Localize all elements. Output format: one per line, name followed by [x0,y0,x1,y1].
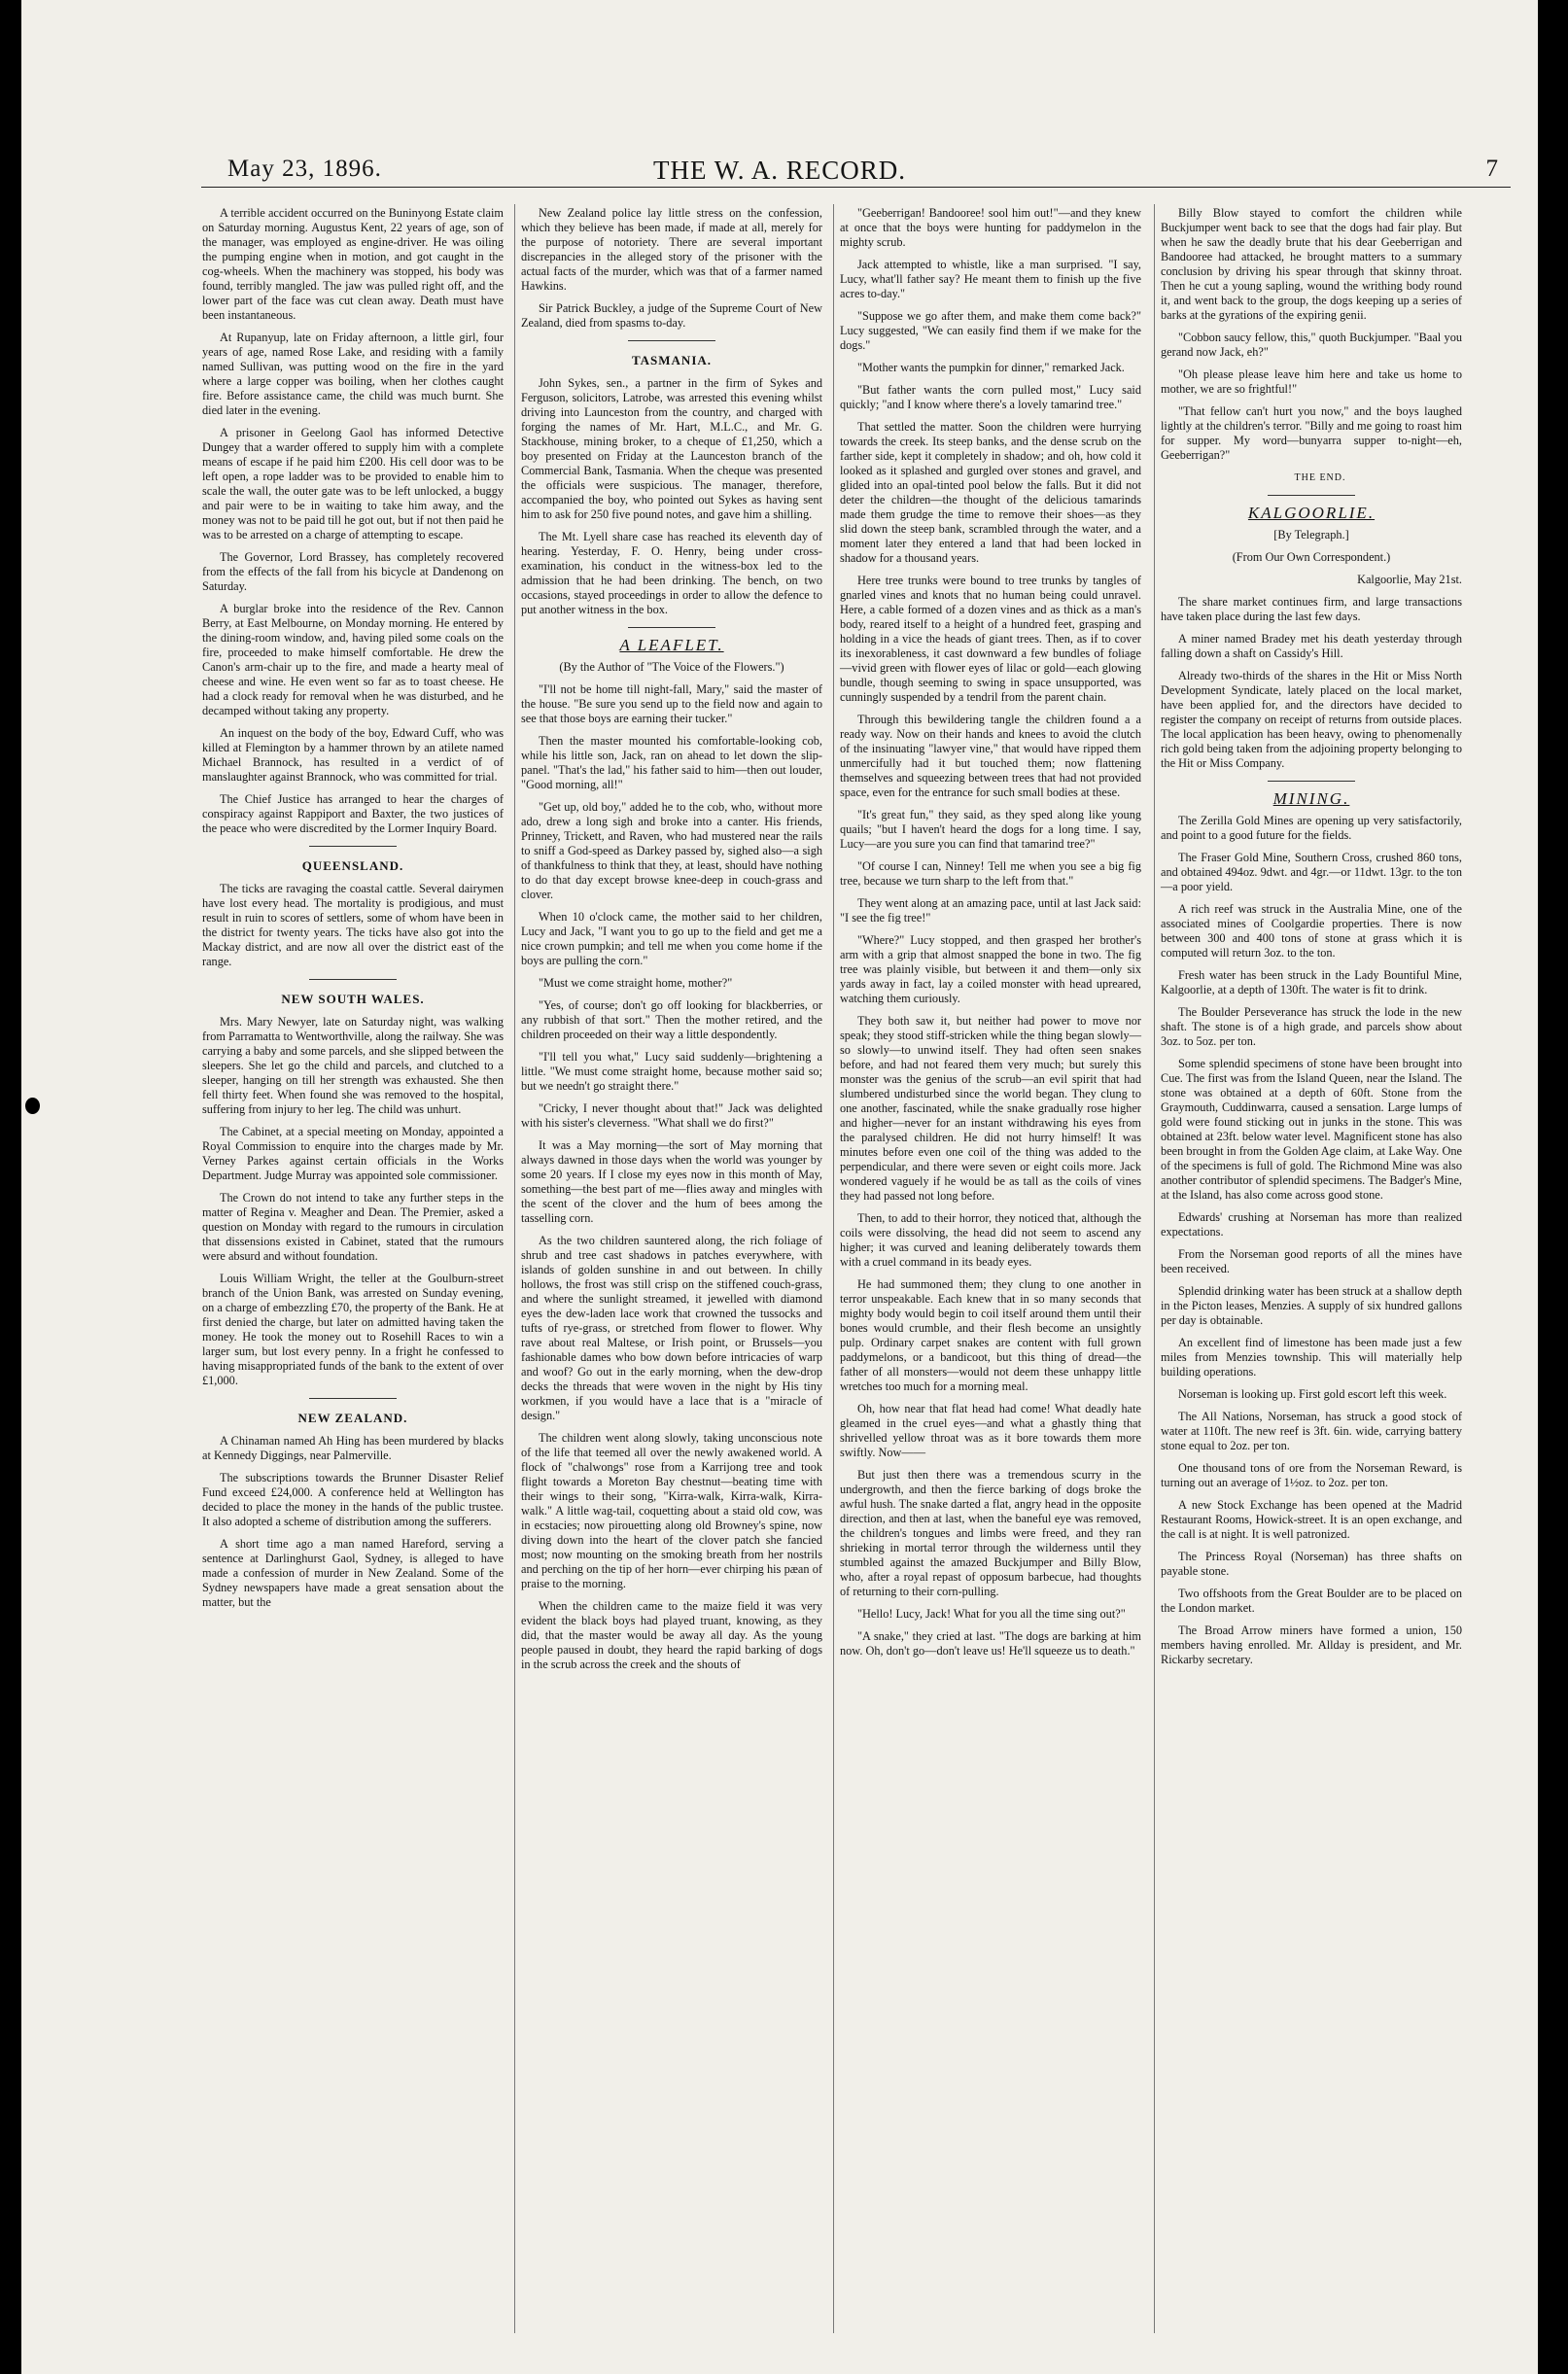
story-paragraph: Then, to add to their horror, they noticed that, although the coils were dissolving, the head did not seem to ascend any higher; it was curved and leaning deliberately towards them with a cruel command in its beady eyes. [840,1211,1141,1269]
story-paragraph: "It's great fun," they said, as they sped along like young quails; "but I haven't heard the dogs for a long time. I say, Lucy—are you sure you can find that tamarind tree?" [840,808,1141,851]
story-paragraph: "But father wants the corn pulled most," Lucy said quickly; "and I know where there's a lovely tamarind tree." [840,383,1141,411]
section-divider [1268,495,1355,496]
column-1 [202,206,504,1618]
story-paragraph: "I'll tell you what," Lucy said suddenly—brightening a little. "We must come straight home, because mother said so; but we needn't go straight there." [521,1050,822,1093]
article-paragraph: New Zealand police lay little stress on the confession, which they believe has been made, if made at all, merely for the purpose of notoriety. There are several important discrepancies in the alleged story of the prisoner with the actual facts of the murder, which was that of a farmer named Hawkins. [521,206,822,293]
article-paragraph: Already two-thirds of the shares in the Hit or Miss North Development Syndicate, lately placed on the local market, have been applied for, and the directors have decided to register the company on receipt of returns from outside places. The local application has been heavy, owing to phenomenally rich gold being taken from the adjoining property belonging to the Hit or Miss Company. [1161,669,1462,770]
story-paragraph: Here tree trunks were bound to tree trunks by tangles of gnarled vines and knots that no human being could unravel. Here, a cable formed of a dozen vines and as thick as a man's body, reared itself to a height of a hundred feet, grasping and holding in a vice the heads of giant trees. Then, as if to cover its inexorableness, it cast downward a few bundles of foliage—vivid green with flower eyes of lilac or gold—each glowing bundle, though seeming to swing in space unsupported, was cunningly suspended by a tendril from the parent chain. [840,574,1141,704]
section-divider [628,627,715,628]
column-2 [521,206,822,1680]
section-heading-nsw: NEW SOUTH WALES. [281,992,425,1006]
article-paragraph: A terrible accident occurred on the Buninyong Estate claim on Saturday morning. Augustus Kent, 22 years of age, son of the manager, was employed as engine-driver. He was oiling the pumping engine when in motion, and got caught in the cog-wheels. When the machinery was stopped, his body was found, terribly mangled. The jaw was pulled right off, and the lower part of the face was cut clean away. Death must have been instantaneous. [202,206,504,322]
story-paragraph: Billy Blow stayed to comfort the children while Buckjumper went back to see that the dogs had fair play. But when he saw the deadly brute that his dear Geeberrigan and Bandooree had attacked, he brought matters to a summary conclusion by driving his spear through that skinny throat. Then he cut a young sapling, wound the writhing body round it, and went back to the group, the dogs keeping up a series of barks at the gyrations of the expiring genii. [1161,206,1462,322]
article-paragraph: The Crown do not intend to take any further steps in the matter of Regina v. Meagher and Dean. The Premier, asked a question on Monday with regard to the rumours in circulation that dissensions existed in Cabinet, stated that the rumours were absurd and without foundation. [202,1191,504,1263]
story-paragraph: "Cricky, I never thought about that!" Jack was delighted with his sister's cleverness. "What shall we do first?" [521,1101,822,1130]
article-paragraph: The Chief Justice has arranged to hear the charges of conspiracy against Rappiport and Baxter, the two justices of the peace who were discredited by the Lormer Inquiry Board. [202,792,504,835]
article-paragraph: Norseman is looking up. First gold escort left this week. [1178,1387,1447,1401]
story-paragraph: Through this bewildering tangle the children found a a ready way. Now on their hands and knees to avoid the clutch of the insinuating "lawyer vine," that would have ripped them unmercifully had it but touched them; now flattening themselves and squeezing between trees that had not provided space, even for the entrance for such small bodies at these. [840,713,1141,799]
article-paragraph: At Rupanyup, late on Friday afternoon, a little girl, four years of age, named Rose Lake, and residing with a family named Sullivan, was putting wood on the fire in the yard where a large copper was boiling, when her clothes caught fire. Before assistance came, the child was much burnt. She died later in the evening. [202,331,504,417]
dateline: Kalgoorlie, May 21st. [1357,573,1462,586]
article-paragraph: The Cabinet, at a special meeting on Monday, appointed a Royal Commission to enquire into the charges made by Mr. Verney Parkes against certain officials in the Works Department. Judge Murray was appointed sole commissioner. [202,1125,504,1182]
article-paragraph: A short time ago a man named Hareford, serving a sentence at Darlinghurst Gaol, Sydney, is alleged to have made a confession of murder in New Zealand. Some of the Sydney newspapers have made a great sensation about the matter, but the [202,1537,504,1609]
story-paragraph: "Hello! Lucy, Jack! What for you all the time sing out?" [857,1607,1126,1621]
article-paragraph: The Boulder Perseverance has struck the lode in the new shaft. The stone is of a high grade, and parcels show about 3oz. to 5oz. per ton. [1161,1005,1462,1048]
section-divider [1268,781,1355,782]
article-paragraph: Fresh water has been struck in the Lady Bountiful Mine, Kalgoorlie, at a depth of 130ft. The water is fit to drink. [1161,968,1462,996]
column-rule [1154,204,1155,2333]
article-paragraph: Splendid drinking water has been struck at a shallow depth in the Picton leases, Menzies. A supply of six hundred gallons per day is obtainable. [1161,1284,1462,1327]
section-heading-mining: MINING. [1272,789,1350,808]
section-heading-new-zealand: NEW ZEALAND. [297,1411,408,1425]
issue-date: May 23, 1896. [227,156,382,182]
section-divider [309,1398,397,1399]
story-paragraph: Jack attempted to whistle, like a man surprised. "I say, Lucy, what'll father say? He meant them to finish up the five acres to-day." [840,258,1141,300]
header-rule [201,187,1511,188]
article-paragraph: From the Norseman good reports of all the mines have been received. [1161,1247,1462,1275]
story-paragraph: "Suppose we go after them, and make them come back?" Lucy suggested, "We can easily find them if we make for the dogs." [840,309,1141,352]
article-paragraph: Some splendid specimens of stone have been brought into Cue. The first was from the Island Queen, near the Island. The stone was obtained at a depth of 60ft. Stone from the Graymouth, Cuddinwarra, caused a sensation. Large lumps of gold were found sticking out in junks in the stone. This was obtained at 23ft. below water level. Magnificent stone has also been brought in from the Golden Age claim, at Lake Way. One of the specimens is full of gold. The Richmond Mine was also another contributor of splendid specimens. The Badger's Mine, at the Island, has also come across good stone. [1161,1057,1462,1202]
section-heading-tasmania: TASMANIA. [631,353,713,367]
article-paragraph: One thousand tons of ore from the Norseman Reward, is turning out an average of 1½oz. to 2oz. per ton. [1161,1461,1462,1489]
story-title: A LEAFLET. [619,636,724,654]
story-paragraph: "That fellow can't hurt you now," and the boys laughed lightly at the children's terror. "Billy and me going to roast him for supper. My word—bunyarra supper to-night—eh, Geeberrigan?" [1161,404,1462,462]
column-rule [514,204,515,2333]
story-paragraph: When the children came to the maize field it was very evident the black boys had played truant, knowing, as they did, that the master would be away all day. As the young people paused in doubt, they heard the rapid barking of dogs in the scrub across the creek and the shouts of [521,1599,822,1671]
article-paragraph: An excellent find of limestone has been made just a few miles from Menzies township. This will materially help building operations. [1161,1336,1462,1379]
section-divider [309,979,397,980]
article-paragraph: The Mt. Lyell share case has reached its eleventh day of hearing. Yesterday, F. O. Henry, being under cross-examination, his conduct in the witness-box led to the admission that he had been drinking. The bench, on two occasions, stayed proceedings in order to allow the defence to put another witness in the box. [521,530,822,616]
story-paragraph: They went along at an amazing pace, until at last Jack said: "I see the fig tree!" [840,896,1141,925]
masthead-title: THE W. A. RECORD. [652,156,907,185]
article-paragraph: A new Stock Exchange has been opened at the Madrid Restaurant Rooms, Howick-street. It is an open exchange, and the call is at night. It is well patronized. [1161,1498,1462,1541]
story-paragraph: When 10 o'clock came, the mother said to her children, Lucy and Jack, "I want you to go up to the field and get me a nice crown pumpkin; and tell me when you come home if the boys are pulling the corn." [521,910,822,967]
article-paragraph: John Sykes, sen., a partner in the firm of Sykes and Ferguson, solicitors, Latrobe, was arrested this evening whilst driving into Launceston from the country, and charged with forging the names of Mr. Hart, M.L.C., and Mr. G. Stackhouse, mining broker, to a cheque of £1,250, which a boy presented on Friday at the Launceston branch of the Commercial Bank, Tasmania. When the cheque was presented the officials were suspicious. The manager, therefore, accompanied the boy, who pointed out Sykes as having sent him to ask for 250 five pound notes, and gave him a shilling. [521,376,822,521]
article-paragraph: Mrs. Mary Newyer, late on Saturday night, was walking from Parramatta to Wentworthville, along the railway. She was carrying a baby and some parcels, and she slipped between the sleepers. She let go the child and parcels, and clutched to a sleeper, hanging on till her strength was exhausted. She then fell thirty feet. When found she was removed to the hospital, suffering from injury to her leg. The child was unhurt. [202,1015,504,1116]
section-heading-kalgoorlie: KALGOORLIE. [1247,504,1376,522]
story-paragraph: That settled the matter. Soon the children were hurrying towards the creek. Its steep banks, and the dense scrub on the farther side, kept it completely in shadow; and oh, how cold it looked as it splashed and gurgled over stones and gravel, and glided into an opal-tinted pool below the falls. But it did not deter the children—the thought of the delicious tamarinds made them grudge the time to remove their shoes—as they slid down the steep bank, scrambled through the water, and a moment later they entered a land that had been locked in shadow for a thousand years. [840,420,1141,565]
story-paragraph: "Oh please please leave him here and take us home to mother, we are so frightful!" [1161,367,1462,396]
story-paragraph: "Cobbon saucy fellow, this," quoth Buckjumper. "Baal you gerand now Jack, eh?" [1161,331,1462,359]
column-4 [1161,206,1462,1675]
correspondent-note: (From Our Own Correspondent.) [1232,550,1391,564]
story-paragraph: As the two children sauntered along, the rich foliage of shrub and tree cast shadows in patches everywhere, with islands of golden sunshine in and out between. In chilly hollows, the frost was still crisp on the stiffened couch-grass, and where the sunlight streamed, it jewelled with diamond eyes the dew-laden lace work that crowned the tussocks and tufts of rye-grass, or stretched from flower to flower. Why rave about real Maltese, or Irish point, or Brussels—you fashionable dames who bow down before intricacies of warp and woof? Go out in the early morning, when the dew-drop decks the threads that were woven in the night by His tiny workmen, if you would have a lace that is a "miracle of design." [521,1234,822,1422]
story-paragraph: "Must we come straight home, mother?" [539,976,733,990]
story-paragraph: They both saw it, but neither had power to move nor speak; they stood stiff-stricken while the thing began slowly—so slowly—to unwind itself. They had often seen snakes before, and had not feared them very much; but surely this monster was the genius of the scrub—an evil spirit that had slumbered undisturbed since the world began. They clung to one another, fascinated, while the snake gradually rose higher and higher—never for an instant withdrawing his eyes from the paralysed children. He did not hurry himself! It was minutes before even one coil of the thing was added to the perpendicular, and there were seven or eight coils more. Jack wondered vaguely if he would be as tall as the coils of vines they had passed not long before. [840,1014,1141,1203]
page-number: 7 [1485,156,1499,182]
article-paragraph: A miner named Bradey met his death yesterday through falling down a shaft on Cassidy's Hill. [1161,632,1462,660]
article-paragraph: A prisoner in Geelong Gaol has informed Detective Dungey that a warder offered to supply him with a complete means of escape if he paid him £200. His cell door was to be left open, a rope ladder was to be provided to enable him to scale the wall, the outer gate was to be left unlocked, a buggy and pair were to be in waiting to take him away, and the money was not to be paid till he got out, but if not then paid he was to be arrested on a charge of attempting to escape. [202,426,504,541]
story-paragraph: Oh, how near that flat head had come! What deadly hate gleamed in the cruel eyes—and what a ghastly thing that shrivelled yellow throat was as it bore towards them more swiftly. Now—— [840,1402,1141,1459]
story-paragraph: Then the master mounted his comfortable-looking cob, while his little son, Jack, ran on ahead to let down the slip-panel. "That's the lad," his father said to him—then out louder, "Good morning, all!" [521,734,822,791]
article-paragraph: The Fraser Gold Mine, Southern Cross, crushed 860 tons, and obtained 494oz. 9dwt. and 4gr.—or 11dwt. 13gr. to the ton—a poor yield. [1161,851,1462,893]
story-paragraph: He had summoned them; they clung to one another in terror unspeakable. Each knew that in so many seconds that mighty body would begin to coil itself around them until their bones would crumble, and their flesh become an unsightly pulp. Ordinary carpet snakes are content with full grown paddymelons, or a bandicoot, but this thing of dread—the father of all monsters—would not deem these unhappy little wretches too much for a morning meal. [840,1277,1141,1393]
section-divider [628,340,715,341]
story-byline: (By the Author of "The Voice of the Flowers.") [559,660,784,674]
story-paragraph: But just then there was a tremendous scurry in the undergrowth, and then the fierce barking of dogs broke the awful hush. The snake darted a flat, angry head in the opposite direction, and then at last, when the baneful eye was removed, the children's tongues and limbs were freed, and they ran shrieking in mortal terror through the wilderness until they stumbled against the amazed Buckjumper and Billy Blow, who, after a royal repast of opposum barbecue, had thoughts of returning to their corn-pulling. [840,1468,1141,1598]
story-paragraph: The children went along slowly, taking unconscious note of the life that teemed all over the newly awakened world. A flock of "chalwongs" rose from a Karrijong tree and took flight towards a Moreton Bay chestnut—beating time with their wings to their song, "Kirra-walk, Kirra-walk, Kirra-walk." A little wag-tail, coquetting about a staid old cow, was in ecstacies; now pirouetting along old Browney's spine, now diving down into the heart of the clover patch she fancied most; now mounting on the smoking breath from her nostrils and perching on the tip of her horn—ever chirping his pæan of praise to the morning. [521,1431,822,1590]
story-end-mark: THE END. [1294,472,1346,483]
article-paragraph: The Broad Arrow miners have formed a union, 150 members having enrolled. Mr. Allday is president, and Mr. Rickarby secretary. [1161,1623,1462,1666]
article-paragraph: The ticks are ravaging the coastal cattle. Several dairymen have lost every head. The mortality is prodigious, and must result in ruin to scores of settlers, some of whom have been in the district for twenty years. The ticks have also got into the Mackay district, and are now all over the district east of the range. [202,882,504,968]
story-paragraph: "Yes, of course; don't go off looking for blackberries, or any rubbish of that sort." Then the mother retired, and the children proceeded on their way a little despondently. [521,998,822,1041]
column-3 [840,206,1141,1666]
article-paragraph: An inquest on the body of the boy, Edward Cuff, who was killed at Flemington by a hammer thrown by an atilete named Michael Brannock, has resulted in a verdict of of manslaughter against Brannock, who was committed for trial. [202,726,504,784]
article-paragraph: Edwards' crushing at Norseman has more than realized expectations. [1161,1210,1462,1239]
story-paragraph: "I'll not be home till night-fall, Mary," said the master of the house. "Be sure you send up to the field now and again to see that those boys are earning their tucker." [521,682,822,725]
article-paragraph: Sir Patrick Buckley, a judge of the Supreme Court of New Zealand, died from spasms to-day. [521,301,822,330]
article-paragraph: A rich reef was struck in the Australia Mine, one of the associated mines of Coolgardie properties. There is now between 300 and 400 tons of stone at grass which it is computed will return 3oz. to the ton. [1161,902,1462,960]
section-heading-queensland: QUEENSLAND. [301,858,404,873]
article-paragraph: The share market continues firm, and large transactions have taken place during the last few days. [1161,595,1462,623]
article-paragraph: The Governor, Lord Brassey, has completely recovered from the effects of the fall from his bicycle at Dandenong on Saturday. [202,550,504,593]
article-paragraph: A burglar broke into the residence of the Rev. Cannon Berry, at East Melbourne, on Monday morning. He entered by the dining-room window, and, having piled some coals on the fire, proceeded to make himself comfortable. He drew the Canon's arm-chair up to the fire, and made a hearty meal of cheese and wine. He even went so far as to toast cheese. He had a clock ready for removal when he was disturbed, and he decamped without taking any property. [202,602,504,717]
story-paragraph: "Geeberrigan! Bandooree! sool him out!"—and they knew at once that the boys were hunting for paddymelon in the mighty scrub. [840,206,1141,249]
telegraph-note: [By Telegraph.] [1273,528,1349,541]
story-paragraph: "Mother wants the pumpkin for dinner," remarked Jack. [857,361,1125,374]
article-paragraph: The Princess Royal (Norseman) has three shafts on payable stone. [1161,1550,1462,1578]
story-paragraph: "Where?" Lucy stopped, and then grasped her brother's arm with a grip that almost snapped the bone in two. The fig tree was plainly visible, but between it and them—only six yards away in fact, lay a coiled monster with head upreared, watching them curiously. [840,933,1141,1005]
binding-hole [25,1098,40,1114]
section-divider [309,846,397,847]
newspaper-page [21,0,1538,2374]
article-paragraph: A Chinaman named Ah Hing has been murdered by blacks at Kennedy Diggings, near Palmerville. [202,1434,504,1462]
story-paragraph: "Get up, old boy," added he to the cob, who, without more ado, drew a long sigh and broke into a canter. His friends, Prinney, Trickett, and Raven, who had mustered near the rails to sniff a God-speed as Darkey passed by, sighed also—a sigh of thankfulness to think that they, at least, should have nothing to do that day except browse knee-deep in couch-grass and clover. [521,800,822,901]
article-paragraph: Louis William Wright, the teller at the Goulburn-street branch of the Union Bank, was arrested on Sunday evening, on a charge of embezzling £70, the property of the Bank. He at first denied the charge, but later on admitted having taken the money. He took the money out to Rosehill Races to win a larger sum, but lost every penny. In a fright he confessed to having misappropriated funds of the bank to the extent of over £1,000. [202,1272,504,1387]
article-paragraph: The Zerilla Gold Mines are opening up very satisfactorily, and point to a good future for the fields. [1161,814,1462,842]
story-paragraph: "Of course I can, Ninney! Tell me when you see a big fig tree, because we turn sharp to the left from that." [840,859,1141,888]
article-paragraph: Two offshoots from the Great Boulder are to be placed on the London market. [1161,1587,1462,1615]
column-rule [833,204,834,2333]
article-paragraph: The All Nations, Norseman, has struck a good stock of water at 110ft. The new reef is 3ft. 6in. wide, carrying battery stone equal to 2oz. per ton. [1161,1410,1462,1452]
story-paragraph: "A snake," they cried at last. "The dogs are barking at him now. Oh, don't go—don't leave us! He'll squeeze us to death." [840,1629,1141,1658]
story-paragraph: It was a May morning—the sort of May morning that always dawned in those days when the world was younger by some 20 years. If I close my eyes now in this month of May, something—the best part of me—flies away and mingles with the scent of the clover and the hum of bees among the tasselling corn. [521,1138,822,1225]
article-paragraph: The subscriptions towards the Brunner Disaster Relief Fund exceed £24,000. A conference held at Wellington has decided to place the money in the hands of the public trustee. It also adopted a scheme of distribution among the sufferers. [202,1471,504,1528]
